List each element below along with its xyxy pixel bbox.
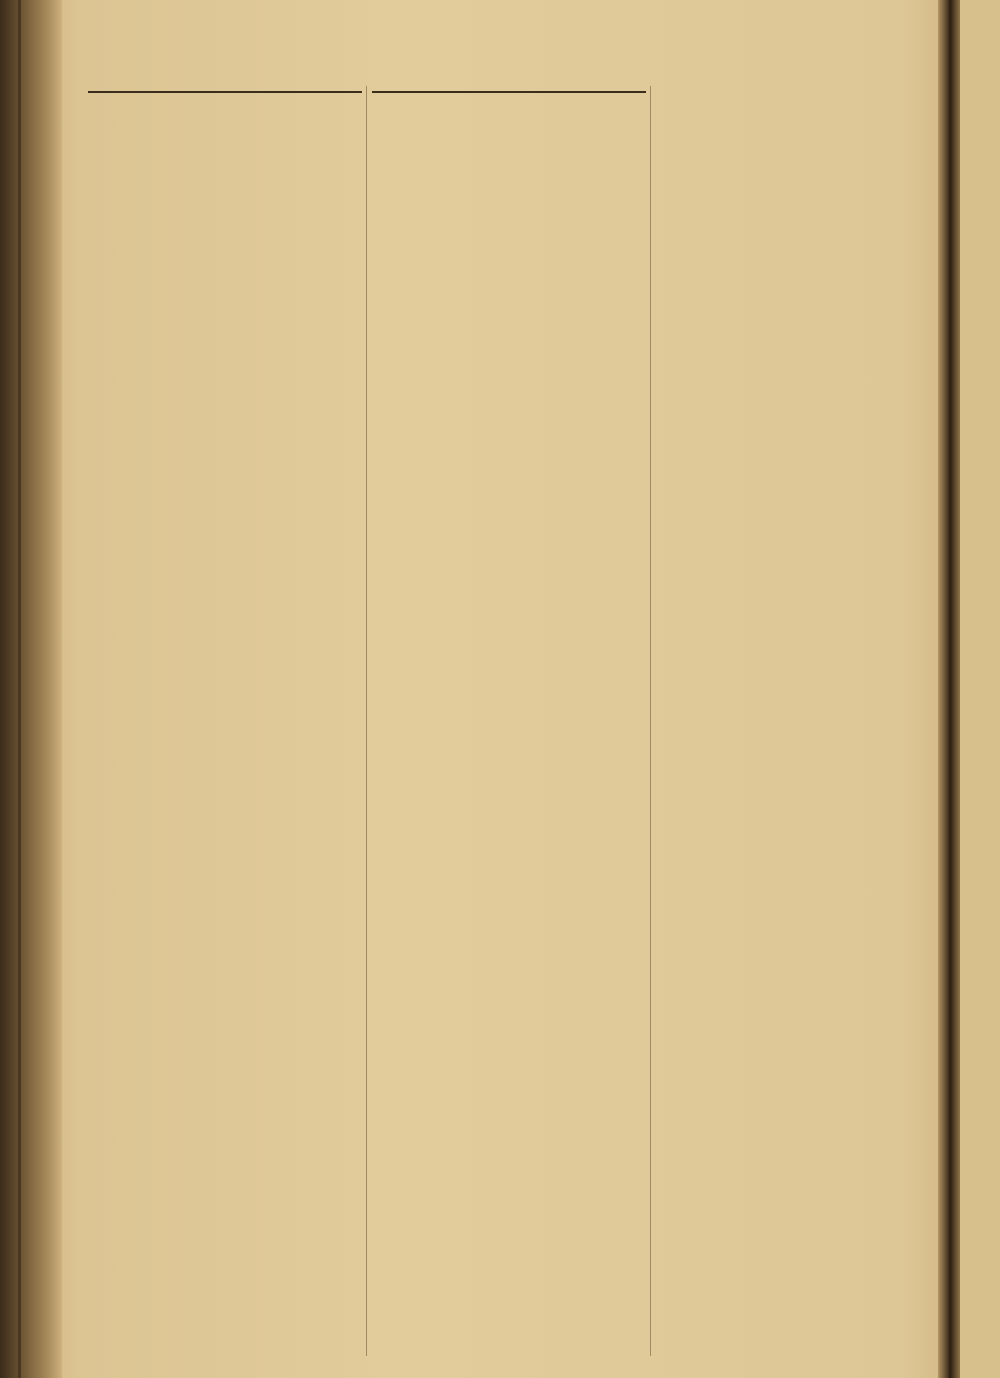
column-3: [656, 86, 932, 1366]
section-divider: [372, 91, 646, 93]
page-gutter: [938, 0, 960, 1378]
column-rule: [366, 86, 367, 1356]
column-2: [372, 86, 646, 1366]
column-1: [88, 86, 362, 1366]
facing-page-edge: [960, 0, 1000, 1378]
section-divider: [88, 91, 362, 93]
column-rule: [650, 86, 651, 1356]
book-binding: [0, 0, 62, 1378]
